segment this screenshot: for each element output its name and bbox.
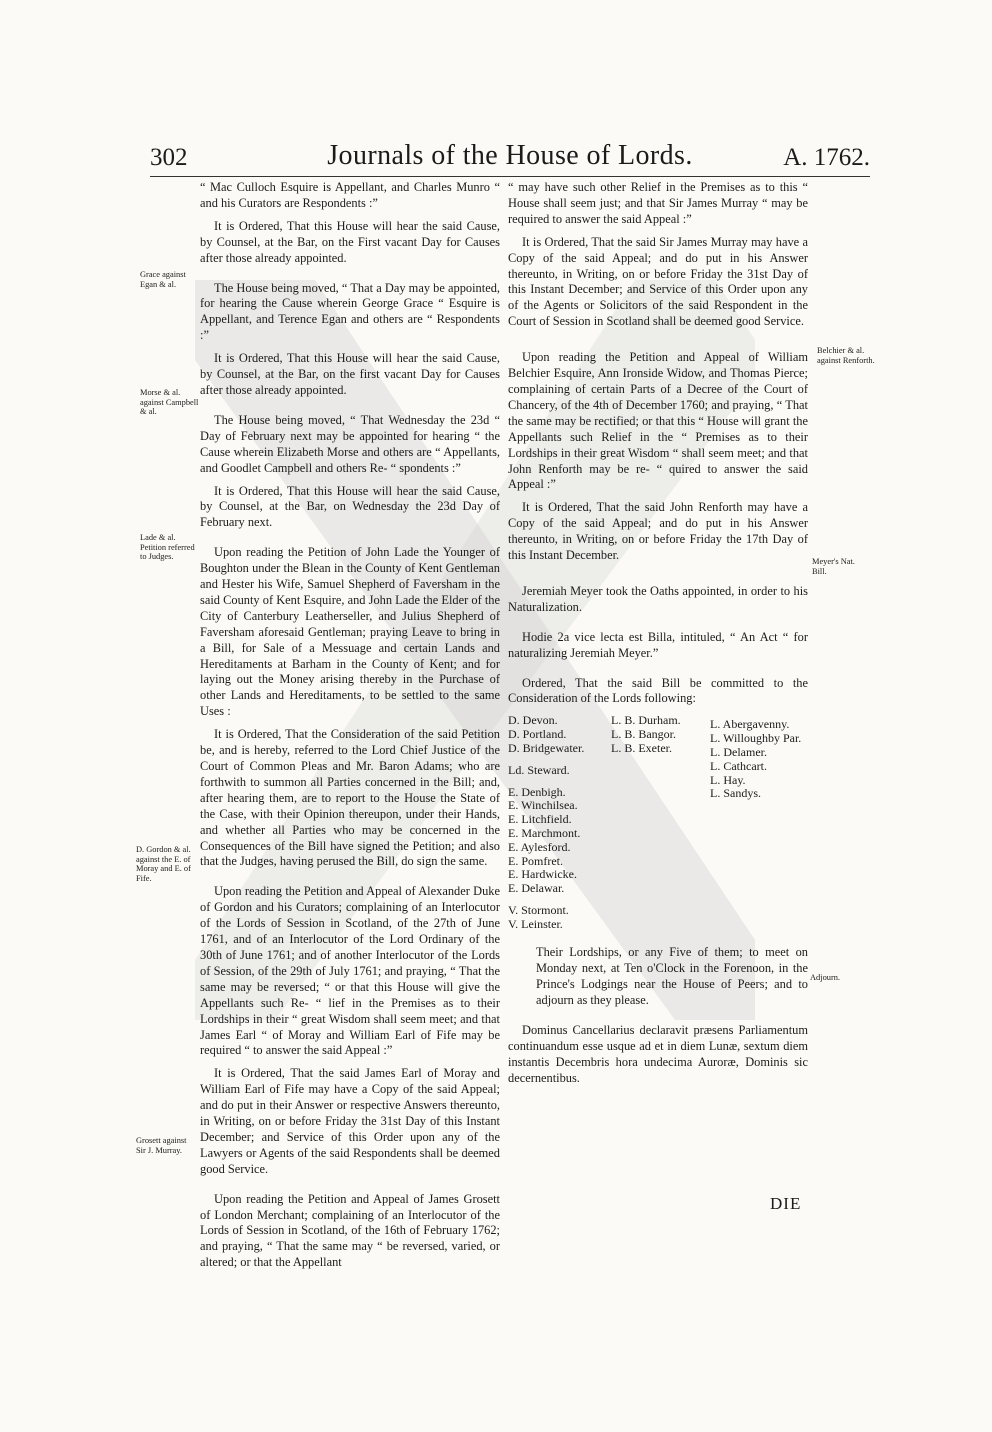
lord-name: D. Portland. <box>508 727 567 742</box>
left-paragraph-5: The House being moved, “ That Wednesday the 23d “ Day of February next may be appointed for hearing “ the Cause wherein Elizabeth Morse and others are “ Appellants, and Goodlet Campbell and others Re- “ spondents :” <box>200 412 500 475</box>
lord-name: L. B. Exeter. <box>611 740 672 755</box>
left-paragraph-3: The House being moved, “ That a Day may be appointed, for hearing the Cause wherein George Grace “ Esquire is Appellant, and Terence Egan and others are “ Respondents :” <box>200 280 500 343</box>
left-paragraph-6: It is Ordered, That this House will hear the said Cause, by Counsel, at the Bar, on Wednesday the 23d Day of February next. <box>200 483 500 530</box>
left-column <box>200 180 500 1278</box>
margin-note-grace: Grace against Egan & al. <box>140 270 186 289</box>
lords-column-barons <box>710 718 801 801</box>
lord-name: L. Abergavenny. <box>710 717 790 732</box>
margin-note-lade: Lade & al. Petition referred to Judges. <box>140 533 195 562</box>
margin-note-meyer: Meyer's Nat. Bill. <box>812 557 855 576</box>
lord-name: E. Pomfret. <box>508 853 563 868</box>
right-column <box>508 180 808 1094</box>
lord-name: D. Bridgewater. <box>508 740 585 755</box>
lord-name: V. Stormont. <box>508 902 569 917</box>
lord-name: E. Winchilsea. <box>508 798 578 813</box>
lords-column-dukes-earls <box>508 714 584 931</box>
right-paragraph-6: Hodie 2a vice lecta est Billa, intituled, “ An Act “ for naturalizing Jeremiah Meyer.” <box>508 629 808 660</box>
lord-name: L. B. Bangor. <box>611 727 676 742</box>
left-paragraph-11: Upon reading the Petition and Appeal of James Grosett of London Merchant; complaining of an Interlocutor of the Lords of Session in Scotland, of the 16th of February 1762; and praying, “ That the same may “ be reversed, varied, or altered; or that the Appellant <box>200 1191 500 1270</box>
left-paragraph-9: Upon reading the Petition and Appeal of Alexander Duke of Gordon and his Curators; complaining of an Interlocutor of the Lords of Session in Scotland, of the 27th of June 1761, and of an Interlocutor of the Lord Ordinary of the 30th of June 1761; and of another Interlocutor of the Lords of Session, of the 29th of July 1761; and praying, “ That the same may be reversed; “ or that this House will give the Appellants such Re- “ lief in the Premises as to their Lordships in their “ great Wisdom shall seem meet; and that James Earl “ of Moray and William Earl of Fife may be required “ to answer the said Appeal :” <box>200 884 500 1058</box>
left-paragraph-7: Upon reading the Petition of John Lade the Younger of Boughton under the Blean in the County of Kent Gentleman and Hester his Wife, Samuel Shepherd of Faversham in the said County of Kent Esquire, and John Lade the Elder of the City of Canterbury Leatherseller, and Julius Shepherd of Faversham aforesaid Gentleman; praying Leave to bring in a Bill, for Sale of a Messuage and certain Lands and Hereditaments at Barham in the County of Kent; and for laying out the Money arising thereby in the Purchase of other Lands and Hereditaments, to be settled to the same Uses : <box>200 545 500 719</box>
right-paragraph-7: Ordered, That the said Bill be committed to the Consideration of the Lords following: <box>508 675 808 706</box>
lord-name: L. Hay. <box>710 772 746 787</box>
adjournment-latin: Dominus Cancellarius declaravit præsens Parliamentum continuandum esse usque ad et in diem Lunæ, sextum diem instantis Decembris hora undecima Auroræ, Dominis sic decernentibus. <box>508 1023 808 1085</box>
lords-column-bishops <box>611 714 681 755</box>
committee-lords-list <box>508 714 808 931</box>
lord-name: D. Devon. <box>508 713 558 728</box>
lord-name: V. Leinster. <box>508 916 563 931</box>
margin-note-morse: Morse & al. against Campbell & al. <box>140 388 199 417</box>
lord-name: E. Aylesford. <box>508 839 571 854</box>
lord-name: L. Cathcart. <box>710 758 767 773</box>
left-paragraph-4: It is Ordered, That this House will hear the said Cause, by Counsel, at the Bar, on the first vacant Day for Causes after those already appointed. <box>200 351 500 397</box>
lord-name: E. Delawar. <box>508 881 565 896</box>
right-paragraph-1: “ may have such other Relief in the Premises as to this “ House shall seem just; and that Sir James Murray “ may be required to answer the said Appeal :” <box>508 180 808 226</box>
left-paragraph-10: It is Ordered, That the said James Earl of Moray and William Earl of Fife may have a Copy of the said Appeal; and do put in their Answer or respective Answers thereunto, in Writing, on or before Friday the 31st Day of this Instant December; and Service of this Order upon any of the Lawyers or Agents of the said Respondents shall be deemed good Service. <box>200 1066 500 1176</box>
lord-name: L. Delamer. <box>710 744 767 759</box>
lord-name: L. B. Durham. <box>611 713 681 728</box>
left-paragraph-8: It is Ordered, That the Consideration of the said Petition be, and is hereby, referred to the Lord Chief Justice of the Court of Common Pleas and Mr. Baron Adams; who are forthwith to summon all Parties concerned in the Bill; and, after hearing them, are to report to the House the State of the Case, with their Opinion thereupon, under their Hands, and whether all Parties who may be concerned in the Consequences of the Bill have signed the Petition; and also that the Judges, having perused the Bill, do sign the same. <box>200 727 500 869</box>
margin-note-belchier: Belchier & al. against Renforth. <box>817 346 875 365</box>
left-paragraph-1: “ Mac Culloch Esquire is Appellant, and Charles Munro “ and his Curators are Respondents :” <box>200 180 500 210</box>
meeting-instructions: Their Lordships, or any Five of them; to meet on Monday next, at Ten o'Clock in the Forenoon, in the Prince's Lodgings near the House of Peers; and to adjourn as they please. <box>536 945 808 1008</box>
left-paragraph-2: It is Ordered, That this House will hear the said Cause, by Counsel, at the Bar, on the First vacant Day for Causes after those already appointed. <box>200 218 500 265</box>
page-header <box>150 140 870 180</box>
lord-name: E. Litchfield. <box>508 812 572 827</box>
page-year: A. 1762. <box>783 144 870 171</box>
margin-note-grosett: Grosett against Sir J. Murray. <box>136 1136 187 1155</box>
margin-note-gordon: D. Gordon & al. against the E. of Moray and E. of Fife. <box>136 845 191 883</box>
right-paragraph-4: It is Ordered, That the said John Renforth may have a Copy of the said Appeal; and do put in his Answer thereunto, in Writing, on or before Friday the 17th Day of this Instant December. <box>508 500 808 563</box>
lord-name: E. Marchmont. <box>508 825 581 840</box>
catchword: DIE <box>770 1194 802 1213</box>
header-rule <box>150 176 870 177</box>
right-paragraph-5: Jeremiah Meyer took the Oaths appointed, in order to his Naturalization. <box>508 583 808 614</box>
right-paragraph-2: It is Ordered, That the said Sir James Murray may have a Copy of the said Appeal; and do put in his Answer thereunto, in Writing, on or before Friday the 31st Day of this Instant December; and Service of this Order upon any of the Agents or Solicitors of the said Respondent in the Court of Session in Scotland shall be deemed good Service. <box>508 234 808 329</box>
right-paragraph-3: Upon reading the Petition and Appeal of William Belchier Esquire, Ann Ironside Widow, and Thomas Pierce; complaining of certain Parts of a Decree of the Court of Chancery, of the 4th of December 1760; and praying, “ That the same may be rectified; or that this “ House will grant the Appellants such Relief in the “ Premises as to their Lordships in their great Wisdom “ shall seem meet; and that John Renforth may be re- “ quired to answer the said Appeal :” <box>508 350 808 492</box>
margin-note-adjourn: Adjourn. <box>810 973 841 982</box>
lord-name: L. Sandys. <box>710 786 761 801</box>
page-number: 302 <box>150 144 188 171</box>
lord-name: L. Willoughby Par. <box>710 731 802 746</box>
lord-name: E. Hardwicke. <box>508 867 577 882</box>
lord-name: E. Denbigh. <box>508 784 566 799</box>
page-title: Journals of the House of Lords. <box>327 140 693 171</box>
lord-name: Ld. Steward. <box>508 762 570 777</box>
